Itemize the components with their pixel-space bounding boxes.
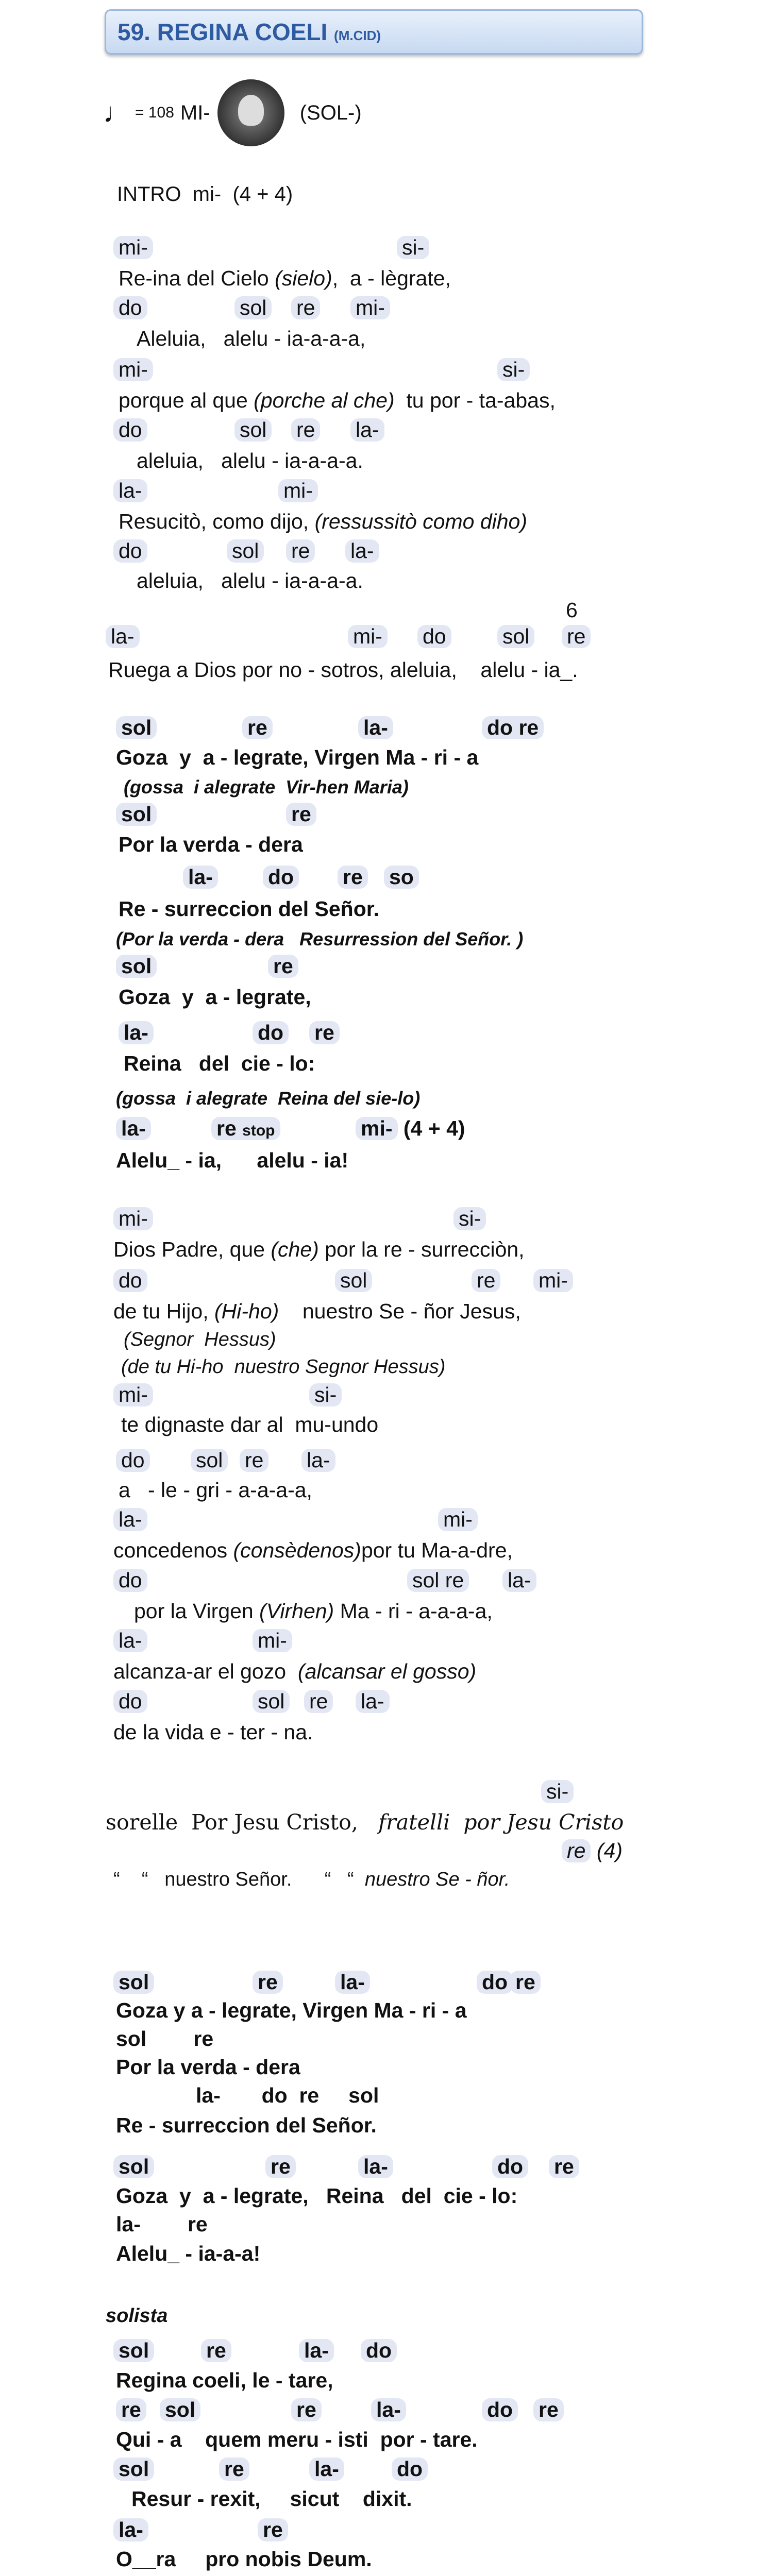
lyric-line: a - le - gri - a-a-a-a,: [119, 1478, 312, 1502]
title-banner: [105, 9, 643, 55]
chord-line: re: [268, 955, 298, 978]
lyric-line: Goza y a - legrate, Virgen Ma - ri - a: [116, 1998, 467, 2022]
chord-line: sol: [113, 1971, 154, 1994]
chord-line: do re: [482, 716, 544, 739]
lyric-line: aleluia, alelu - ia-a-a-a.: [137, 569, 363, 592]
lyric-line: porque al que (porche al che) tu por - ta-abas,: [119, 388, 556, 412]
chord-line: sol: [191, 1449, 228, 1472]
lyric-line: Qui - a quem meru - isti por - tare.: [116, 2428, 478, 2451]
pronunciation-line: (gossa i alegrate Vir-hen Maria): [124, 776, 409, 798]
chord-line: re (4): [562, 1839, 623, 1862]
lyric-line: Goza y a - legrate,: [119, 985, 311, 1009]
chord-line: la-: [113, 2518, 148, 2541]
chord-line: do: [263, 866, 299, 889]
lyric-line: te dignaste dar al mu-undo: [121, 1413, 379, 1436]
chord-line: mi-: [113, 358, 153, 381]
lyric-line: de la vida e - ter - na.: [113, 1720, 313, 1744]
lyric-line: Alelu_ - ia, alelu - ia!: [116, 1148, 349, 1172]
chord-line: do: [417, 625, 451, 648]
pronunciation-line: (Por la verda - dera Resurression del Señor. ): [116, 928, 524, 950]
chord-line: re: [562, 625, 591, 648]
repeat-count: 6: [566, 598, 578, 622]
chord-line: mi-: [113, 236, 153, 259]
chord-line: sol: [113, 2458, 154, 2481]
chord-line: mi-: [278, 479, 318, 502]
chord-line: do: [477, 1971, 513, 1994]
chord-line: do: [482, 2398, 518, 2421]
chord-line: re: [219, 2458, 249, 2481]
chord-line: la-: [113, 479, 147, 502]
chord-line: si-: [453, 1207, 486, 1230]
chord-line: mi-: [113, 1383, 153, 1406]
lyric-line: aleluia, alelu - ia-a-a-a.: [137, 449, 363, 472]
chord-line: re stop: [211, 1117, 280, 1140]
chord-line: la-: [345, 539, 379, 563]
chord-line: do: [113, 1269, 147, 1292]
intro-line: INTRO mi- (4 + 4): [117, 183, 293, 206]
chord-line: sol: [113, 2339, 154, 2362]
chord-line: la-: [116, 1117, 151, 1140]
chord-line: la-: [113, 1629, 147, 1652]
lyric-line: concedenos (consèdenos)por tu Ma-a-dre,: [113, 1538, 513, 1562]
chord-line: mi-: [113, 1207, 153, 1230]
alt-key-label: (SOL-): [299, 101, 362, 124]
chord-line: si-: [541, 1780, 574, 1803]
chord-line: la-: [371, 2398, 406, 2421]
lyric-line: Regina coeli, le - tare,: [116, 2368, 333, 2392]
chord-line: mi-: [253, 1629, 292, 1652]
chord-line: sol: [253, 1690, 290, 1713]
lyric-line: Aleluia, alelu - ia-a-a-a,: [137, 327, 366, 350]
chord-line: re: [201, 2339, 231, 2362]
lyric-line: Re - surreccion del Señor.: [116, 2113, 377, 2137]
chord-line: la-: [183, 866, 218, 889]
chord-line: do: [113, 1569, 147, 1592]
chord-line: sol: [116, 716, 157, 739]
song-title: 59. REGINA COELI (M.CID): [117, 19, 381, 45]
lyric-line: Reina del cie - lo:: [124, 1052, 315, 1075]
tempo-value: = 108: [135, 104, 174, 121]
lyric-line: Re - surreccion del Señor.: [119, 897, 379, 921]
lyric-line: Por la verda - dera: [119, 833, 303, 856]
lyric-line: Por la verda - dera: [116, 2055, 300, 2079]
chord-line: do: [113, 296, 147, 319]
lyric-line: Re-ina del Cielo (sielo), a - lègrate,: [119, 266, 451, 290]
chord-line: sol re: [116, 2027, 214, 2050]
chord-line: la-: [113, 1508, 147, 1531]
pronunciation-line: (Segnor Hessus): [124, 1329, 276, 1350]
chord-line: la-: [502, 1569, 536, 1592]
guitarist-avatar: [217, 79, 284, 146]
lyric-line: O__ra pro nobis Deum.: [116, 2547, 372, 2571]
chord-line: la-: [358, 716, 393, 739]
quarter-note-icon: ♩: [103, 97, 131, 128]
chord-line: re: [242, 716, 273, 739]
chord-line: re: [533, 2398, 564, 2421]
chord-line: re: [253, 1971, 283, 1994]
lyric-line: Resur - rexit, sicut dixit.: [131, 2487, 412, 2511]
key-label: MI-: [180, 101, 210, 124]
chord-line: mi-: [438, 1508, 478, 1531]
chord-line: la-: [309, 2458, 344, 2481]
chord-line: sol: [497, 625, 534, 648]
chord-line: sol: [116, 803, 157, 826]
chord-line: do: [492, 2155, 528, 2178]
chord-line: do: [116, 1449, 150, 1472]
chord-line: si-: [497, 358, 530, 381]
lyric-line: por la Virgen (Virhen) Ma - ri - a-a-a-a,: [134, 1599, 493, 1623]
chord-line: sol: [160, 2398, 200, 2421]
chord-line: re: [291, 418, 320, 442]
chord-line: sol: [234, 296, 272, 319]
chord-line: do: [113, 418, 147, 442]
lyric-line: Dios Padre, que (che) por la re - surrecciòn,: [113, 1238, 525, 1261]
chord-line: do: [113, 539, 147, 563]
chord-line: la-: [106, 625, 140, 648]
chord-line: re: [286, 539, 315, 563]
lyric-line: “ “ nuestro Señor. “ “ nuestro Se - ñor.: [113, 1869, 510, 1890]
lyric-line: Resucitò, como dijo, (ressussitò como diho): [119, 510, 527, 533]
chord-line: re: [291, 296, 320, 319]
chord-line: re: [265, 2155, 296, 2178]
chord-line: la- do re sol: [196, 2083, 379, 2107]
tempo-line: [103, 90, 362, 136]
chord-line: sol re: [407, 1569, 469, 1592]
chord-line: sol: [113, 2155, 154, 2178]
chord-line: re: [258, 2518, 288, 2541]
chord-line: re: [240, 1449, 268, 1472]
chord-line: sol: [227, 539, 264, 563]
pronunciation-line: (gossa i alegrate Reina del sie-lo): [116, 1088, 421, 1109]
chord-line: sol: [335, 1269, 372, 1292]
lyric-line: Alelu_ - ia-a-a!: [116, 2242, 261, 2265]
chord-line: do: [392, 2458, 428, 2481]
lyric-line: de tu Hijo, (Hi-ho) nuestro Se - ñor Jesus,: [113, 1299, 521, 1323]
chord-line: re: [338, 866, 368, 889]
chord-line: mi- (4 + 4): [356, 1117, 465, 1140]
chord-line: re: [286, 803, 316, 826]
chord-line: re: [510, 1971, 541, 1994]
chord-line: la-: [301, 1449, 335, 1472]
chord-line: mi-: [533, 1269, 573, 1292]
chord-line: re: [472, 1269, 500, 1292]
chord-line: la-: [335, 1971, 370, 1994]
pronunciation-line: (de tu Hi-ho nuestro Segnor Hessus): [121, 1356, 446, 1378]
lyric-line: sorelle Por Jesu Cristo, fratelli por Jesu Cristo: [106, 1810, 624, 1835]
chord-line: re: [309, 1021, 340, 1044]
section-label: solista: [106, 2305, 168, 2327]
chord-line: re: [549, 2155, 579, 2178]
chord-line: mi-: [348, 625, 388, 648]
chord-line: la- re: [116, 2212, 208, 2236]
lyric-line: Goza y a - legrate, Virgen Ma - ri - a: [116, 745, 479, 769]
lyric-line: alcanza-ar el gozo (alcansar el gosso): [113, 1659, 477, 1683]
lyric-line: Goza y a - legrate, Reina del cie - lo:: [116, 2184, 518, 2208]
chord-line: la-: [299, 2339, 334, 2362]
chord-line: la-: [356, 1690, 390, 1713]
chord-line: do: [253, 1021, 289, 1044]
chord-line: la-: [119, 1021, 154, 1044]
chord-line: la-: [358, 2155, 393, 2178]
chord-line: do: [113, 1690, 147, 1713]
chord-line: re: [291, 2398, 322, 2421]
chord-line: si-: [397, 236, 429, 259]
chord-line: mi-: [350, 296, 390, 319]
chord-line: sol: [116, 955, 157, 978]
chord-line: re: [304, 1690, 333, 1713]
lyric-line: Ruega a Dios por no - sotros, aleluia, alelu - ia_.: [108, 658, 578, 682]
chord-line: re: [116, 2398, 146, 2421]
chord-line: si-: [309, 1383, 342, 1406]
chord-line: so: [384, 866, 419, 889]
chord-line: sol: [234, 418, 272, 442]
chord-line: la-: [350, 418, 384, 442]
chord-line: do: [361, 2339, 397, 2362]
